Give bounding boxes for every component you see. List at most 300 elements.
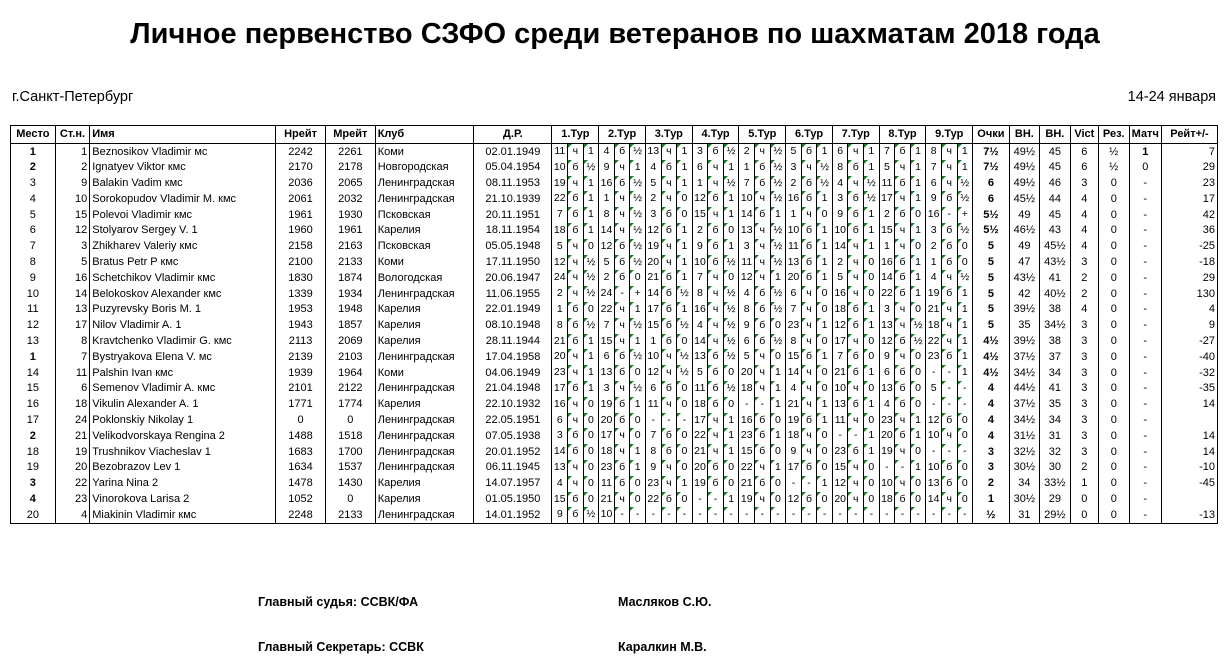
match-cell: - — [1129, 223, 1162, 239]
column-header: Клуб — [375, 126, 474, 144]
buchholz-cell: 30½ — [1009, 460, 1039, 476]
round-result: 1 — [771, 365, 786, 381]
table-row — [11, 365, 1218, 381]
round-opponent: 9 — [833, 207, 849, 223]
club-cell: Ленинградская — [375, 349, 474, 365]
buchholz-cut-cell: 45 — [1040, 207, 1070, 223]
round-color: ч — [755, 349, 771, 365]
international-rating-cell: 2065 — [325, 176, 375, 192]
points-cell: 5 — [973, 286, 1010, 302]
round-color: б — [755, 302, 771, 318]
round-opponent: 4 — [552, 476, 568, 492]
round-opponent: 4 — [646, 160, 662, 176]
round-result: 0 — [677, 492, 692, 508]
round-result: 1 — [817, 476, 832, 492]
round-color: б — [615, 413, 631, 429]
round-cell — [739, 381, 786, 397]
buchholz-cell: 32½ — [1009, 444, 1039, 460]
round-opponent: - — [880, 507, 896, 523]
round-opponent: 19 — [646, 239, 662, 255]
round-color: - — [802, 476, 818, 492]
round-result: 0 — [958, 413, 973, 429]
round-cell — [832, 286, 879, 302]
round-result: ½ — [630, 255, 645, 271]
round-cell — [599, 207, 646, 223]
round-color: ч — [802, 286, 818, 302]
round-result: 1 — [864, 302, 879, 318]
international-rating-cell: 1774 — [325, 397, 375, 413]
points-cell: 5½ — [973, 207, 1010, 223]
round-color: б — [848, 207, 864, 223]
birth-date-cell: 06.11.1945 — [474, 460, 552, 476]
round-cell — [739, 460, 786, 476]
round-opponent: 11 — [599, 476, 615, 492]
place-cell: 18 — [11, 444, 56, 460]
round-cell — [599, 286, 646, 302]
round-color: б — [708, 397, 724, 413]
round-opponent: 4 — [880, 397, 896, 413]
round-result: ½ — [584, 318, 599, 334]
round-color: б — [942, 476, 958, 492]
round-color: б — [802, 255, 818, 271]
table-header-row — [11, 126, 1218, 144]
round-color: б — [895, 176, 911, 192]
national-rating-cell: 0 — [276, 413, 326, 429]
round-cell — [832, 223, 879, 239]
round-result: 1 — [771, 460, 786, 476]
round-opponent: 1 — [599, 191, 615, 207]
round-opponent: 15 — [646, 318, 662, 334]
result-cell: 0 — [1099, 428, 1129, 444]
round-result: 1 — [911, 286, 926, 302]
player-name-cell: Poklonskiy Nikolay 1 — [90, 413, 276, 429]
round-cell — [692, 270, 739, 286]
start-number-cell: 11 — [55, 365, 90, 381]
round-result: 1 — [584, 365, 599, 381]
round-color: ч — [755, 191, 771, 207]
round-result: ½ — [677, 318, 692, 334]
round-cell — [832, 160, 879, 176]
victories-cell: 3 — [1070, 365, 1098, 381]
round-cell — [786, 444, 833, 460]
round-cell — [692, 349, 739, 365]
round-cell — [552, 191, 599, 207]
round-cell — [645, 492, 692, 508]
round-color: б — [755, 286, 771, 302]
buchholz-cut-cell: 45 — [1040, 144, 1070, 160]
round-opponent: 1 — [646, 334, 662, 350]
round-result: ½ — [677, 349, 692, 365]
points-cell: 2 — [973, 476, 1010, 492]
round-color: б — [895, 207, 911, 223]
round-result: 0 — [911, 239, 926, 255]
round-result: 1 — [677, 302, 692, 318]
round-result: ½ — [771, 191, 786, 207]
round-result: 1 — [864, 160, 879, 176]
round-opponent: 11 — [739, 255, 755, 271]
national-rating-cell: 1961 — [276, 207, 326, 223]
round-opponent: 8 — [552, 318, 568, 334]
round-opponent: 20 — [833, 492, 849, 508]
round-color: б — [895, 381, 911, 397]
round-opponent: 20 — [739, 365, 755, 381]
round-result: ½ — [724, 144, 739, 160]
round-result: 0 — [817, 444, 832, 460]
round-opponent: 15 — [599, 334, 615, 350]
round-result: - — [958, 397, 973, 413]
round-color: - — [942, 365, 958, 381]
round-color: б — [895, 144, 911, 160]
victories-cell: 2 — [1070, 460, 1098, 476]
round-result: 0 — [817, 365, 832, 381]
round-result: 0 — [911, 476, 926, 492]
result-cell: 0 — [1099, 413, 1129, 429]
round-color: ч — [848, 176, 864, 192]
round-opponent: 3 — [599, 381, 615, 397]
buchholz-cell: 42 — [1009, 286, 1039, 302]
round-cell — [786, 160, 833, 176]
round-result: 0 — [677, 428, 692, 444]
round-opponent: 21 — [926, 302, 942, 318]
international-rating-cell: 1537 — [325, 460, 375, 476]
round-cell — [739, 365, 786, 381]
table-row — [11, 476, 1218, 492]
round-cell — [692, 365, 739, 381]
round-result: 0 — [911, 444, 926, 460]
round-color: ч — [848, 239, 864, 255]
buchholz-cell: 44½ — [1009, 381, 1039, 397]
round-cell — [926, 144, 973, 160]
buchholz-cut-cell: 34 — [1040, 413, 1070, 429]
round-cell — [552, 349, 599, 365]
round-color: ч — [568, 286, 584, 302]
round-color: ч — [802, 365, 818, 381]
round-cell — [786, 334, 833, 350]
round-result: 0 — [911, 397, 926, 413]
national-rating-cell: 1953 — [276, 302, 326, 318]
round-result: ½ — [630, 223, 645, 239]
round-cell — [692, 476, 739, 492]
round-color: ч — [662, 239, 678, 255]
round-result: ½ — [630, 191, 645, 207]
round-result: - — [724, 507, 739, 523]
round-opponent: 13 — [786, 255, 802, 271]
result-cell: 0 — [1099, 286, 1129, 302]
round-color: б — [568, 223, 584, 239]
round-color: ч — [895, 476, 911, 492]
round-opponent: 16 — [833, 286, 849, 302]
round-opponent: 1 — [739, 160, 755, 176]
round-opponent: - — [739, 507, 755, 523]
round-cell — [832, 270, 879, 286]
buchholz-cell: 34½ — [1009, 413, 1039, 429]
round-opponent: 21 — [646, 270, 662, 286]
player-name-cell: Kravtchenko Vladimir G. кмс — [90, 334, 276, 350]
round-result: 1 — [911, 428, 926, 444]
round-opponent: 12 — [693, 191, 709, 207]
match-cell: - — [1129, 492, 1162, 508]
buchholz-cell: 47 — [1009, 255, 1039, 271]
round-cell — [879, 160, 926, 176]
national-rating-cell: 2158 — [276, 239, 326, 255]
round-cell — [786, 191, 833, 207]
round-cell — [552, 507, 599, 523]
round-result: 1 — [911, 223, 926, 239]
round-color: ч — [802, 397, 818, 413]
round-result: 1 — [958, 334, 973, 350]
round-color: ч — [755, 460, 771, 476]
round-color: б — [662, 207, 678, 223]
table-row — [11, 239, 1218, 255]
round-result: - — [771, 507, 786, 523]
international-rating-cell: 1948 — [325, 302, 375, 318]
round-color: б — [662, 270, 678, 286]
round-color: б — [615, 176, 631, 192]
round-cell — [692, 160, 739, 176]
national-rating-cell: 1478 — [276, 476, 326, 492]
round-result: 0 — [864, 413, 879, 429]
rating-change-cell: -45 — [1162, 476, 1218, 492]
round-color: ч — [615, 223, 631, 239]
round-cell — [692, 318, 739, 334]
round-opponent: 10 — [739, 191, 755, 207]
column-header: 8.Тур — [879, 126, 926, 144]
round-color: ч — [942, 492, 958, 508]
round-result: ½ — [724, 176, 739, 192]
round-color: - — [708, 492, 724, 508]
table-row — [11, 160, 1218, 176]
result-cell: 0 — [1099, 334, 1129, 350]
round-cell — [739, 270, 786, 286]
buchholz-cell: 49 — [1009, 239, 1039, 255]
round-color: ч — [895, 191, 911, 207]
round-color: б — [568, 318, 584, 334]
round-result: ½ — [771, 302, 786, 318]
points-cell: 5 — [973, 302, 1010, 318]
round-color: - — [942, 397, 958, 413]
player-name-cell: Trushnikov Viacheslav 1 — [90, 444, 276, 460]
round-result: 1 — [817, 255, 832, 271]
round-cell — [879, 223, 926, 239]
round-color: б — [895, 270, 911, 286]
round-color: б — [755, 160, 771, 176]
start-number-cell: 3 — [55, 239, 90, 255]
round-result: 0 — [677, 397, 692, 413]
match-cell: - — [1129, 239, 1162, 255]
round-cell — [786, 207, 833, 223]
round-opponent: 13 — [880, 381, 896, 397]
round-result: 1 — [911, 160, 926, 176]
round-result: ½ — [958, 270, 973, 286]
round-color: ч — [755, 492, 771, 508]
round-color: ч — [708, 318, 724, 334]
result-cell: 0 — [1099, 302, 1129, 318]
round-color: б — [755, 176, 771, 192]
round-color: ч — [895, 349, 911, 365]
round-opponent: 6 — [739, 334, 755, 350]
round-result: ½ — [771, 160, 786, 176]
round-result: 1 — [584, 223, 599, 239]
round-cell — [599, 444, 646, 460]
victories-cell: 3 — [1070, 318, 1098, 334]
round-result: 0 — [911, 349, 926, 365]
round-opponent: 23 — [833, 444, 849, 460]
round-result: 1 — [911, 270, 926, 286]
round-color: б — [848, 349, 864, 365]
round-color: ч — [662, 255, 678, 271]
round-opponent: 23 — [786, 318, 802, 334]
round-cell — [599, 270, 646, 286]
round-opponent: 16 — [599, 176, 615, 192]
round-result: 1 — [864, 207, 879, 223]
victories-cell: 3 — [1070, 444, 1098, 460]
round-opponent: 6 — [599, 349, 615, 365]
round-cell — [645, 349, 692, 365]
page-title: Личное первенство СЗФО среди ветеранов по шахматам 2018 года — [130, 18, 1100, 50]
round-opponent: 2 — [552, 286, 568, 302]
result-cell: ½ — [1099, 144, 1129, 160]
round-result: 1 — [771, 397, 786, 413]
buchholz-cell: 37½ — [1009, 397, 1039, 413]
round-opponent: 5 — [693, 365, 709, 381]
round-result: 0 — [864, 381, 879, 397]
round-cell — [786, 255, 833, 271]
round-cell — [786, 270, 833, 286]
round-opponent: 13 — [833, 397, 849, 413]
buchholz-cut-cell: 46 — [1040, 176, 1070, 192]
round-color: ч — [568, 270, 584, 286]
round-cell — [879, 334, 926, 350]
round-opponent: 13 — [552, 460, 568, 476]
round-opponent: 1 — [926, 255, 942, 271]
round-cell — [739, 239, 786, 255]
round-cell — [552, 160, 599, 176]
match-cell: - — [1129, 428, 1162, 444]
round-color: б — [848, 302, 864, 318]
round-color: б — [568, 160, 584, 176]
birth-date-cell: 08.10.1948 — [474, 318, 552, 334]
table-row — [11, 507, 1218, 523]
round-opponent: 14 — [880, 270, 896, 286]
round-color: ч — [802, 160, 818, 176]
place-cell: 16 — [11, 397, 56, 413]
round-cell — [739, 334, 786, 350]
round-color: ч — [708, 334, 724, 350]
round-result: 1 — [584, 191, 599, 207]
round-color: - — [615, 507, 631, 523]
place-cell: 5 — [11, 207, 56, 223]
round-opponent: 4 — [833, 176, 849, 192]
round-cell — [645, 286, 692, 302]
round-result: 1 — [864, 365, 879, 381]
start-number-cell: 24 — [55, 413, 90, 429]
round-opponent: 12 — [646, 223, 662, 239]
round-cell — [645, 207, 692, 223]
round-cell — [879, 239, 926, 255]
international-rating-cell: 2163 — [325, 239, 375, 255]
round-color: ч — [615, 318, 631, 334]
result-cell: 0 — [1099, 507, 1129, 523]
international-rating-cell: 1857 — [325, 318, 375, 334]
round-result: 0 — [630, 476, 645, 492]
round-cell — [879, 444, 926, 460]
round-result: ½ — [911, 318, 926, 334]
national-rating-cell: 2248 — [276, 507, 326, 523]
round-color: б — [942, 413, 958, 429]
round-color: б — [942, 286, 958, 302]
national-rating-cell: 1634 — [276, 460, 326, 476]
round-opponent: 7 — [786, 302, 802, 318]
round-cell — [739, 507, 786, 523]
round-color: б — [662, 428, 678, 444]
buchholz-cut-cell: 44 — [1040, 191, 1070, 207]
round-opponent: 23 — [926, 349, 942, 365]
place-cell: 1 — [11, 144, 56, 160]
round-opponent: 6 — [552, 413, 568, 429]
round-color: ч — [802, 444, 818, 460]
club-cell: Коми — [375, 255, 474, 271]
round-result: ½ — [677, 365, 692, 381]
place-cell: 12 — [11, 318, 56, 334]
round-result: ½ — [630, 349, 645, 365]
round-opponent: 7 — [880, 144, 896, 160]
start-number-cell: 20 — [55, 460, 90, 476]
buchholz-cell: 31½ — [1009, 428, 1039, 444]
round-cell — [552, 318, 599, 334]
round-result: ½ — [864, 191, 879, 207]
round-opponent: 5 — [926, 381, 942, 397]
national-rating-cell: 1339 — [276, 286, 326, 302]
round-opponent: 14 — [693, 334, 709, 350]
rating-change-cell — [1162, 413, 1218, 429]
round-cell — [786, 492, 833, 508]
round-color: - — [942, 207, 958, 223]
round-result: ½ — [584, 160, 599, 176]
chief-judge-name: Масляков С.Ю. — [618, 595, 712, 609]
round-result: 1 — [817, 349, 832, 365]
round-result: - — [677, 413, 692, 429]
birth-date-cell: 08.11.1953 — [474, 176, 552, 192]
round-opponent: 15 — [739, 444, 755, 460]
round-result: 1 — [724, 191, 739, 207]
rating-change-cell: 4 — [1162, 302, 1218, 318]
round-color: ч — [662, 144, 678, 160]
round-opponent: 3 — [786, 160, 802, 176]
round-result: 0 — [677, 207, 692, 223]
round-cell — [599, 381, 646, 397]
rating-change-cell: -10 — [1162, 460, 1218, 476]
buchholz-cell: 35 — [1009, 318, 1039, 334]
round-opponent: 1 — [786, 207, 802, 223]
victories-cell: 3 — [1070, 176, 1098, 192]
round-result: 1 — [677, 176, 692, 192]
round-result: 0 — [817, 381, 832, 397]
round-cell — [832, 334, 879, 350]
round-result: 0 — [724, 365, 739, 381]
round-cell — [786, 428, 833, 444]
rating-change-cell: 14 — [1162, 397, 1218, 413]
round-cell — [926, 176, 973, 192]
points-cell: 5 — [973, 318, 1010, 334]
round-color: ч — [755, 223, 771, 239]
round-result: 1 — [958, 160, 973, 176]
round-cell — [645, 381, 692, 397]
round-cell — [786, 397, 833, 413]
round-opponent: 4 — [739, 286, 755, 302]
round-color: ч — [708, 286, 724, 302]
round-result: 0 — [630, 270, 645, 286]
place-cell: 17 — [11, 413, 56, 429]
